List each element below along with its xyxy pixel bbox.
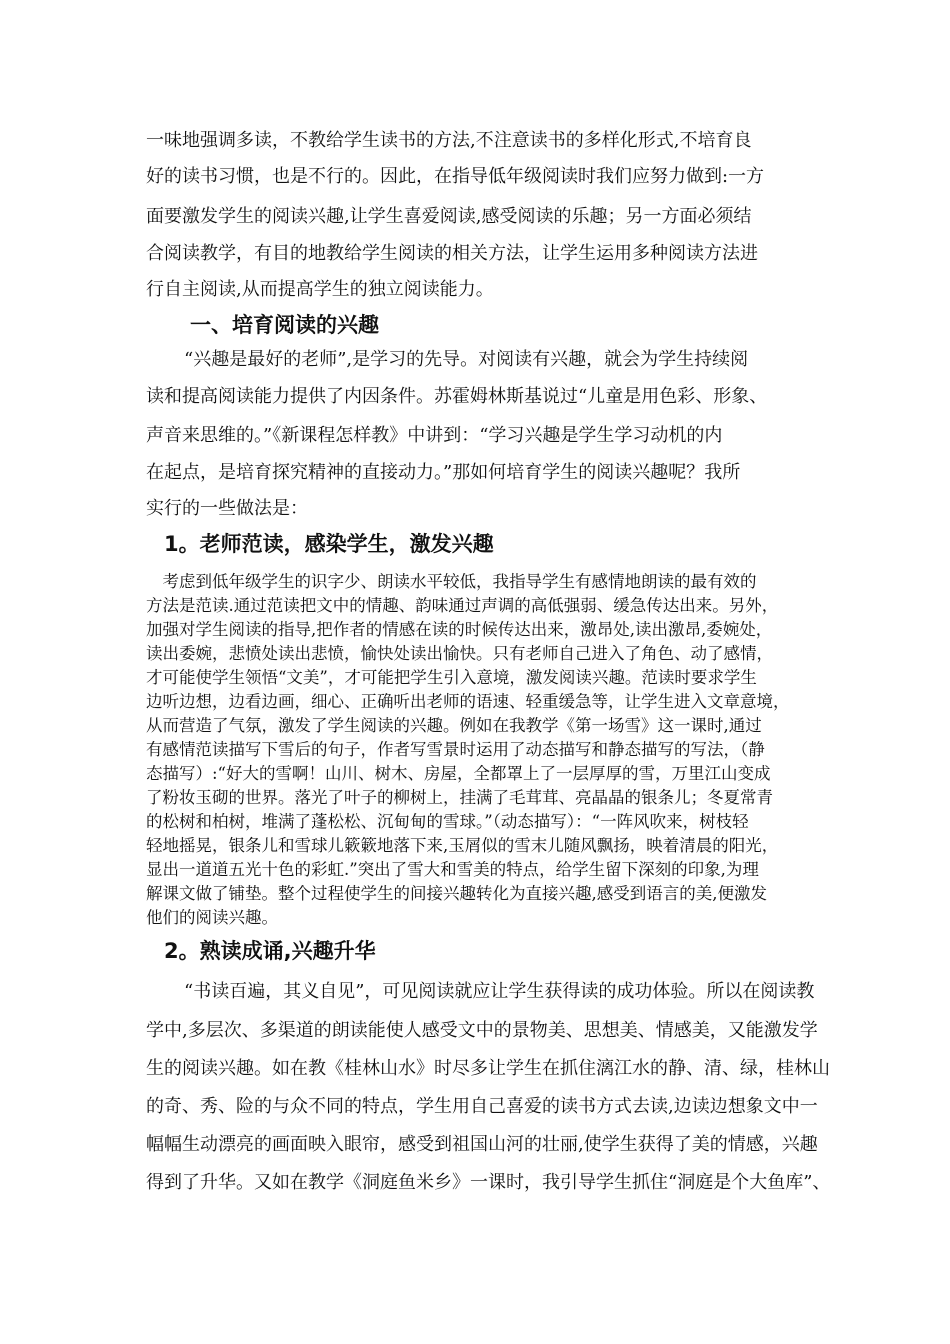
paragraph-line: 声音来思维的。”《新课程怎样教》中讲到：“学习兴趣是学生学习动机的内 (146, 425, 723, 446)
intro-line: 行自主阅读,从而提高学生的独立阅读能力。 (146, 279, 494, 300)
subsection-heading: 2。熟读成诵,兴趣升华 (164, 939, 376, 963)
paragraph-line: 他们的阅读兴趣。 (146, 908, 278, 927)
paragraph-line: 方法是范读.通过范读把文中的情趣、韵味通过声调的高低强弱、缓急传达出来。另外， (146, 596, 779, 615)
paragraph-line: 学中,多层次、多渠道的朗读能使人感受文中的景物美、思想美、情感美，又能激发学 (146, 1020, 818, 1041)
paragraph-line: 实行的一些做法是： (146, 498, 308, 519)
intro-line: 面要激发学生的阅读兴趣,让学生喜爱阅读,感受阅读的乐趣；另一方面必须结 (146, 206, 752, 227)
paragraph-line: 读出委婉，悲愤处读出悲愤，愉快处读出愉快。只有老师自己进入了角色、动了感情， (146, 644, 773, 663)
paragraph-line: 显出一道道五光十色的彩虹.”突出了雪大和雪美的特点，给学生留下深刻的印象,为理 (146, 860, 759, 879)
paragraph-line: 才可能使学生领悟“文美”，才可能把学生引入意境，激发阅读兴趣。范读时要求学生 (146, 668, 757, 687)
subsection-heading: 1。老师范读，感染学生，激发兴趣 (164, 532, 494, 556)
paragraph-line: 在起点，是培育探究精神的直接动力。”那如何培育学生的阅读兴趣呢？我所 (146, 462, 741, 483)
paragraph-line: 边听边想，边看边画，细心、正确听出老师的语速、轻重缓急等，让学生进入文章意境， (146, 692, 790, 711)
paragraph-line: 得到了升华。又如在教学《洞庭鱼米乡》一课时，我引导学生抓住“洞庭是个大鱼库”、 (146, 1172, 831, 1193)
paragraph-line: 轻地摇晃，银条儿和雪球儿簌簌地落下来,玉屑似的雪末儿随风飘扬，映着清晨的阳光， (146, 836, 779, 855)
paragraph-line: 幅幅生动漂亮的画面映入眼帘，感受到祖国山河的壮丽,使学生获得了美的情感，兴趣 (146, 1134, 818, 1155)
paragraph-line: 了粉妆玉砌的世界。落光了叶子的柳树上，挂满了毛茸茸、亮晶晶的银条儿；冬夏常青 (146, 788, 773, 807)
paragraph-line: 考虑到低年级学生的识字少、朗读水平较低，我指导学生有感情地朗读的最有效的 (146, 572, 757, 591)
paragraph-line: 解课文做了铺垫。整个过程使学生的间接兴趣转化为直接兴趣,感受到语言的美,便激发 (146, 884, 767, 903)
paragraph-line: 的松树和柏树，堆满了蓬松松、沉甸甸的雪球。”（动态描写）：“一阵风吹来，树枝轻 (146, 812, 749, 831)
section-heading: 一、培育阅读的兴趣 (190, 313, 379, 337)
paragraph-line: “书读百遍，其义自见”，可见阅读就应让学生获得读的成功体验。所以在阅读教 (184, 981, 815, 1002)
paragraph-line: 从而营造了气氛，激发了学生阅读的兴趣。例如在我教学《第一场雪》这一课时,通过 (146, 716, 762, 735)
intro-line: 一味地强调多读，不教给学生读书的方法,不注意读书的多样化形式,不培育良 (146, 130, 752, 151)
intro-line: 好的读书习惯，也是不行的。因此，在指导低年级阅读时我们应努力做到:一方 (146, 166, 765, 187)
intro-line: 合阅读教学，有目的地教给学生阅读的相关方法，让学生运用多种阅读方法进 (146, 243, 758, 264)
paragraph-line: 有感情范读描写下雪后的句子，作者写雪景时运用了动态描写和静态描写的写法，（静 (146, 740, 765, 759)
paragraph-line: 加强对学生阅读的指导,把作者的情感在读的时候传达出来，激昂处,读出激昂,委婉处， (146, 620, 773, 639)
paragraph-line: 态描写）:“好大的雪啊！山川、树木、房屋，全都罩上了一层厚厚的雪，万里江山变成 (146, 764, 771, 783)
paragraph-line: 的奇、秀、险的与众不同的特点，学生用自己喜爱的读书方式去读,边读边想象文中一 (146, 1096, 818, 1117)
paragraph-line: “兴趣是最好的老师”,是学习的先导。对阅读有兴趣，就会为学生持续阅 (184, 349, 749, 370)
paragraph-line: 生的阅读兴趣。如在教《桂林山水》时尽多让学生在抓住漓江水的静、清、绿，桂林山 (146, 1058, 830, 1079)
paragraph-line: 读和提高阅读能力提供了内因条件。苏霍姆林斯基说过“儿童是用色彩、形象、 (146, 386, 768, 407)
